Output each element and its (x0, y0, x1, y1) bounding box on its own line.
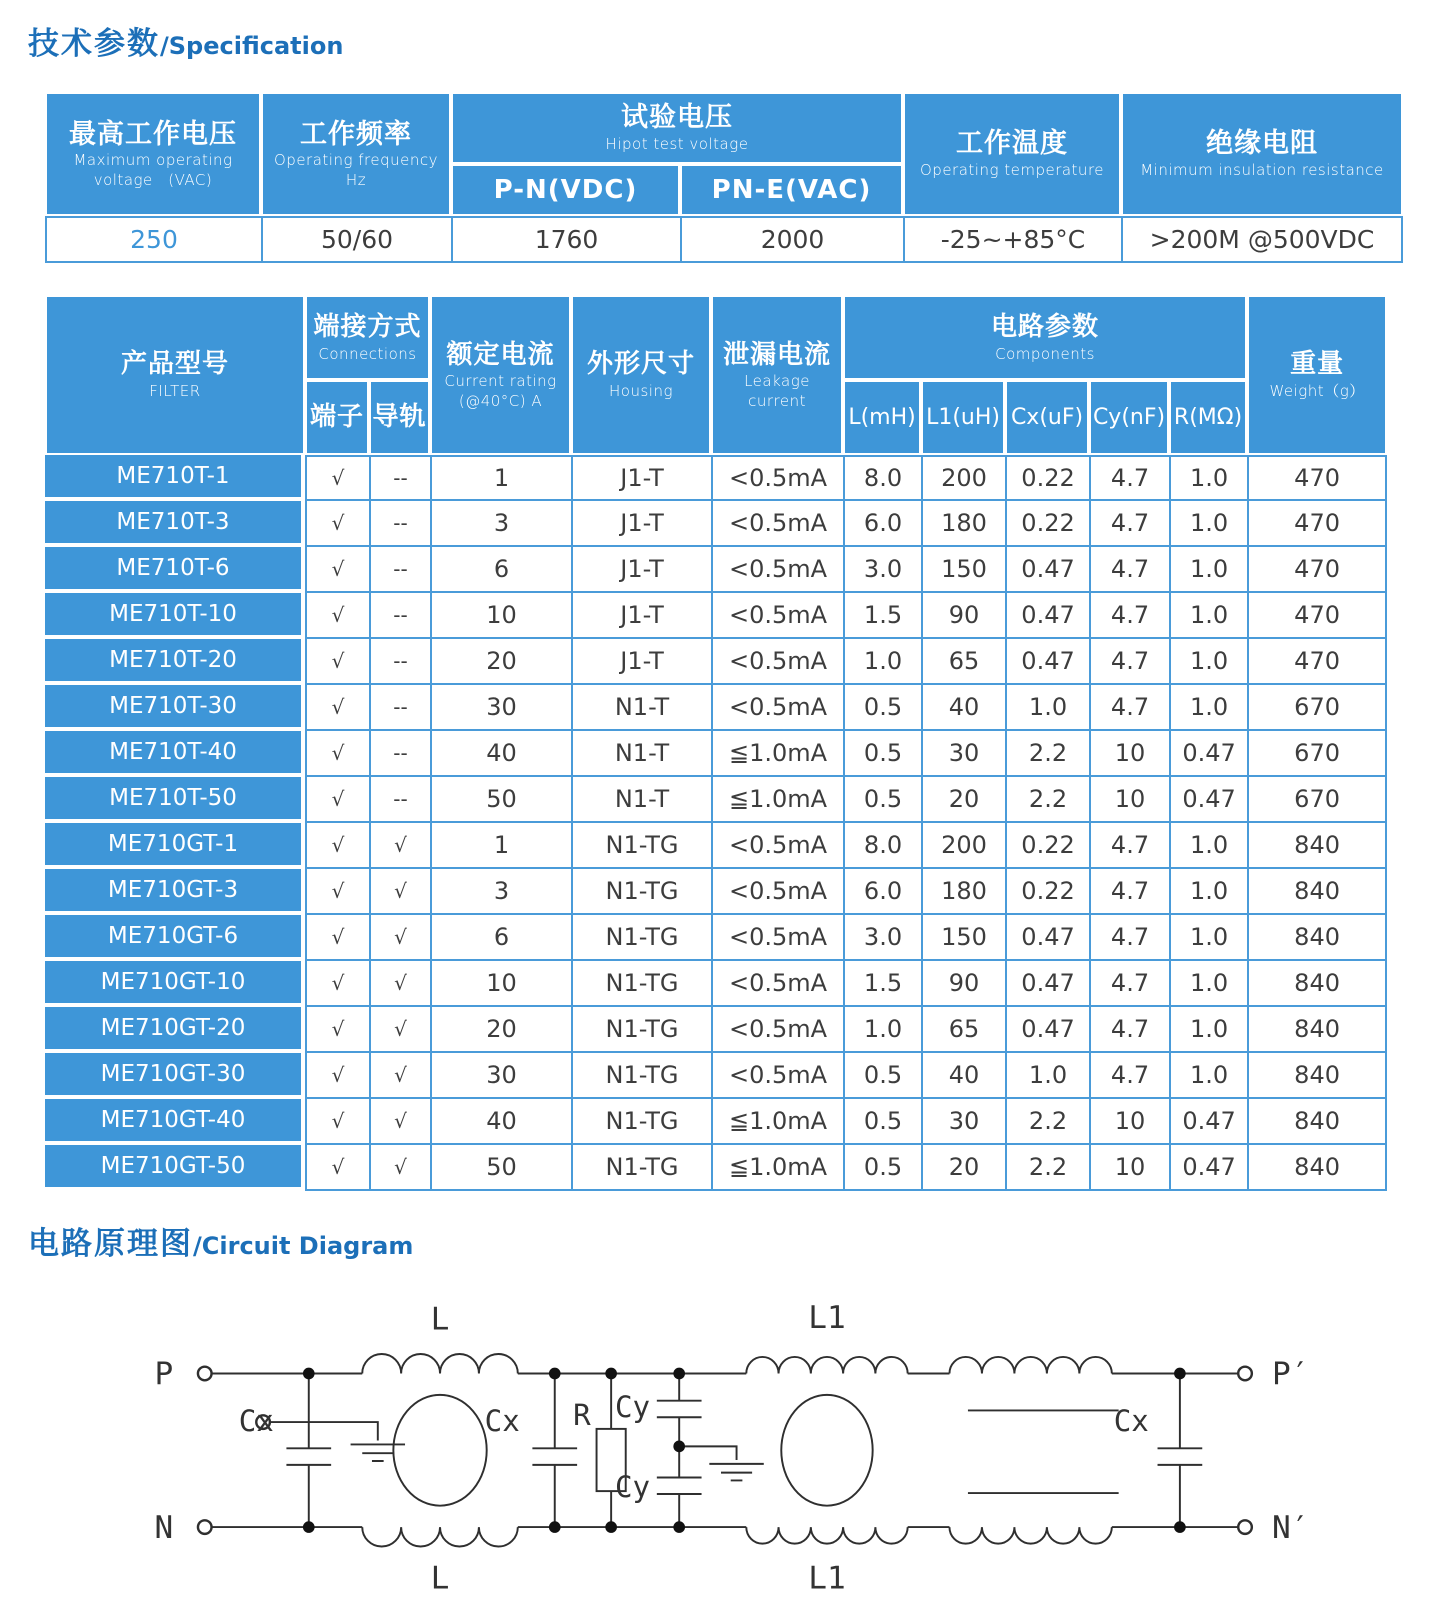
value-cell: N1-TG (571, 823, 711, 869)
value-cell: 670 (1247, 731, 1387, 777)
connection-mark-cell: √ (369, 823, 430, 869)
value-cell: 0.47 (1005, 593, 1089, 639)
value-cell: 1.0 (1169, 547, 1247, 593)
value-cell: <0.5mA (711, 455, 843, 501)
header-filter-zh: 产品型号 (120, 349, 229, 380)
value-cell: 150 (921, 915, 1005, 961)
value-cell: 4.7 (1089, 1053, 1169, 1099)
value-cell: 0.5 (843, 731, 921, 777)
label-n-out: N′ (1271, 1509, 1310, 1546)
value-cell: 20 (430, 1007, 571, 1053)
header-leakage-en: Leakage current (744, 372, 810, 410)
value-cell: <0.5mA (711, 547, 843, 593)
value-cell: 3.0 (843, 547, 921, 593)
value-cell: ≦1.0mA (711, 777, 843, 823)
value-cell: 840 (1247, 915, 1387, 961)
value-cell: 0.5 (843, 1145, 921, 1191)
value-cell: 90 (921, 961, 1005, 1007)
value-cell: 1.0 (1169, 869, 1247, 915)
value-cell: 470 (1247, 547, 1387, 593)
value-cell: N1-TG (571, 1099, 711, 1145)
header-max-voltage-en1: Maximum operating (73, 151, 233, 170)
earth-terminal (256, 1415, 405, 1461)
value-cell: 20 (921, 777, 1005, 823)
model-cell: ME710GT-30 (45, 1053, 305, 1099)
label-l-top: L (430, 1301, 450, 1338)
value-cell: <0.5mA (711, 961, 843, 1007)
value-cell: 1.0 (1169, 1053, 1247, 1099)
value-cell: 470 (1247, 593, 1387, 639)
model-cell: ME710GT-20 (45, 1007, 305, 1053)
value-cell: 4.7 (1089, 685, 1169, 731)
value-cell: 4.7 (1089, 915, 1169, 961)
value-cell: 30 (430, 685, 571, 731)
table-row (45, 731, 1387, 777)
table-row (45, 685, 1387, 731)
value-cell: ≦1.0mA (711, 1145, 843, 1191)
header-frequency-en1: Operating frequency (274, 151, 438, 170)
header-hipot (451, 92, 903, 164)
connection-mark-cell: √ (369, 869, 430, 915)
header-housing-zh: 外形尺寸 (587, 349, 696, 380)
value-pne-vac: 2000 (680, 216, 903, 263)
value-cell: J1-T (571, 455, 711, 501)
header-connections-zh: 端接方式 (313, 311, 422, 342)
value-cell: 4.7 (1089, 547, 1169, 593)
connection-mark-cell: √ (369, 1145, 430, 1191)
label-l-bottom: L (430, 1560, 450, 1597)
connection-mark-cell: √ (305, 1145, 369, 1191)
connection-mark-cell: √ (369, 1053, 430, 1099)
header-leakage-zh: 泄漏电流 (723, 339, 832, 370)
header-housing (571, 295, 711, 455)
label-cx1: Cx (238, 1403, 274, 1438)
header-weight-en: Weight（g） (1269, 382, 1365, 401)
connection-mark-cell: √ (369, 1007, 430, 1053)
value-cell: 20 (921, 1145, 1005, 1191)
value-cell: 0.47 (1005, 639, 1089, 685)
header-components-zh: 电路参数 (991, 311, 1100, 342)
value-cell: 30 (921, 731, 1005, 777)
table-row (45, 869, 1387, 915)
value-cell: 200 (921, 823, 1005, 869)
model-cell: ME710T-40 (45, 731, 305, 777)
value-frequency: 50/60 (261, 216, 451, 263)
header-col-r: R(MΩ) (1169, 380, 1247, 455)
circuit-heading-en: /Circuit Diagram (193, 1232, 414, 1260)
connection-mark-cell: -- (369, 731, 430, 777)
value-cell: 30 (430, 1053, 571, 1099)
table-row (45, 501, 1387, 547)
coupled-inductor (949, 1357, 1118, 1544)
value-cell: 1.0 (1005, 1053, 1089, 1099)
header-insulation (1121, 92, 1403, 216)
connection-mark-cell: √ (305, 1053, 369, 1099)
connection-mark-cell: √ (305, 1007, 369, 1053)
header-hipot-en: Hipot test voltage (605, 135, 749, 154)
model-cell: ME710GT-6 (45, 915, 305, 961)
header-col-cx: Cx(uF) (1005, 380, 1089, 455)
value-cell: 10 (1089, 777, 1169, 823)
value-pn-vdc: 1760 (451, 216, 680, 263)
value-cell: 150 (921, 547, 1005, 593)
header-current-en2: (@40°C) A (458, 391, 543, 410)
specification-heading-en: /Specification (160, 32, 344, 60)
value-cell: 1.0 (1169, 1007, 1247, 1053)
header-pn-vdc: P-N(VDC) (451, 164, 680, 216)
value-cell: 10 (430, 593, 571, 639)
connection-mark-cell: -- (369, 547, 430, 593)
table-row (45, 639, 1387, 685)
model-cell: ME710T-1 (45, 455, 305, 501)
model-cell: ME710GT-10 (45, 961, 305, 1007)
table-row (45, 961, 1387, 1007)
model-cell: ME710GT-40 (45, 1099, 305, 1145)
product-table (45, 295, 1387, 1191)
header-components-en: Components (995, 344, 1095, 363)
circuit-diagram (0, 1250, 1442, 1600)
model-cell: ME710T-50 (45, 777, 305, 823)
value-cell: 6.0 (843, 869, 921, 915)
value-cell: N1-TG (571, 1007, 711, 1053)
value-cell: 4.7 (1089, 455, 1169, 501)
value-cell: 1.0 (843, 1007, 921, 1053)
header-weight (1247, 295, 1387, 455)
value-cell: 8.0 (843, 455, 921, 501)
value-cell: <0.5mA (711, 1053, 843, 1099)
value-cell: 1.0 (1169, 685, 1247, 731)
connection-mark-cell: √ (305, 731, 369, 777)
table-row (45, 1145, 1387, 1191)
value-cell: 3.0 (843, 915, 921, 961)
connection-mark-cell: √ (305, 593, 369, 639)
value-cell: 0.47 (1169, 777, 1247, 823)
value-cell: <0.5mA (711, 915, 843, 961)
value-cell: 1 (430, 455, 571, 501)
connection-mark-cell: -- (369, 501, 430, 547)
header-connections (305, 295, 430, 380)
value-cell: 840 (1247, 961, 1387, 1007)
model-cell: ME710T-30 (45, 685, 305, 731)
value-cell: 40 (921, 685, 1005, 731)
value-temperature: -25~+85°C (903, 216, 1121, 263)
value-cell: 470 (1247, 639, 1387, 685)
model-cell: ME710T-20 (45, 639, 305, 685)
value-cell: 670 (1247, 685, 1387, 731)
value-cell: J1-T (571, 501, 711, 547)
model-cell: ME710T-6 (45, 547, 305, 593)
value-cell: 0.5 (843, 1053, 921, 1099)
value-cell: 840 (1247, 1007, 1387, 1053)
connection-mark-cell: √ (369, 961, 430, 1007)
header-current (430, 295, 571, 455)
value-cell: <0.5mA (711, 1007, 843, 1053)
value-cell: 1.0 (1169, 915, 1247, 961)
connection-mark-cell: -- (369, 685, 430, 731)
value-cell: <0.5mA (711, 869, 843, 915)
value-cell: 1.5 (843, 593, 921, 639)
value-cell: 4.7 (1089, 869, 1169, 915)
value-cell: 4.7 (1089, 639, 1169, 685)
connection-mark-cell: √ (369, 915, 430, 961)
header-col-l1: L1(uH) (921, 380, 1005, 455)
table-row (45, 1007, 1387, 1053)
value-cell: 40 (921, 1053, 1005, 1099)
value-cell: 200 (921, 455, 1005, 501)
value-cell: J1-T (571, 547, 711, 593)
table-row (45, 547, 1387, 593)
label-cx3: Cx (1113, 1403, 1149, 1438)
value-cell: 1.0 (1005, 685, 1089, 731)
value-cell: 6 (430, 915, 571, 961)
value-cell: N1-TG (571, 869, 711, 915)
value-cell: 50 (430, 777, 571, 823)
connection-mark-cell: -- (369, 455, 430, 501)
connection-mark-cell: √ (305, 915, 369, 961)
value-cell: N1-TG (571, 1053, 711, 1099)
value-cell: 4.7 (1089, 1007, 1169, 1053)
table-row (45, 1099, 1387, 1145)
connection-mark-cell: -- (369, 593, 430, 639)
capacitor-cx1 (286, 1368, 331, 1533)
model-cell: ME710T-10 (45, 593, 305, 639)
value-cell: N1-T (571, 731, 711, 777)
connection-mark-cell: √ (305, 823, 369, 869)
value-cell: 1.0 (1169, 823, 1247, 869)
value-cell: 30 (921, 1099, 1005, 1145)
value-cell: ≦1.0mA (711, 1099, 843, 1145)
value-cell: 1 (430, 823, 571, 869)
value-cell: 0.47 (1005, 547, 1089, 593)
value-cell: 4.7 (1089, 501, 1169, 547)
label-cx2: Cx (484, 1403, 520, 1438)
label-l1-top: L1 (808, 1299, 846, 1336)
value-cell: J1-T (571, 593, 711, 639)
value-cell: 65 (921, 639, 1005, 685)
header-col-l: L(mH) (843, 380, 921, 455)
table-row (45, 915, 1387, 961)
connection-mark-cell: √ (305, 869, 369, 915)
value-cell: 0.5 (843, 685, 921, 731)
value-cell: 840 (1247, 869, 1387, 915)
value-cell: 0.47 (1169, 731, 1247, 777)
terminal-n-in (198, 1520, 212, 1534)
header-max-voltage-en2: voltage (VAC) (93, 170, 213, 189)
connection-mark-cell: √ (305, 501, 369, 547)
value-cell: 2.2 (1005, 1145, 1089, 1191)
value-cell: 1.0 (1169, 961, 1247, 1007)
header-temperature (903, 92, 1121, 216)
value-cell: 840 (1247, 1099, 1387, 1145)
value-cell: 840 (1247, 823, 1387, 869)
table-row (45, 823, 1387, 869)
value-cell: 0.47 (1005, 1007, 1089, 1053)
value-cell: 0.47 (1005, 915, 1089, 961)
connection-mark-cell: -- (369, 777, 430, 823)
value-cell: 10 (1089, 1145, 1169, 1191)
label-cy-bottom: Cy (614, 1469, 651, 1504)
value-cell: 0.22 (1005, 869, 1089, 915)
table-row (45, 1053, 1387, 1099)
value-cell: 40 (430, 731, 571, 777)
value-cell: 470 (1247, 455, 1387, 501)
label-p-in: P (154, 1356, 174, 1393)
choke-l (362, 1354, 518, 1547)
value-max-voltage: 250 (45, 216, 261, 263)
value-cell: N1-TG (571, 915, 711, 961)
value-cell: 0.22 (1005, 455, 1089, 501)
value-cell: 1.5 (843, 961, 921, 1007)
connection-mark-cell: √ (305, 1099, 369, 1145)
label-n-in: N (154, 1509, 174, 1546)
value-cell: 2.2 (1005, 731, 1089, 777)
value-cell: 6.0 (843, 501, 921, 547)
label-p-out: P′ (1271, 1356, 1310, 1393)
specification-heading (28, 18, 343, 63)
value-cell: 10 (1089, 1099, 1169, 1145)
value-cell: 4.7 (1089, 823, 1169, 869)
wires (212, 1373, 1239, 1527)
choke-l1 (746, 1357, 907, 1544)
capacitor-cy-pair (657, 1368, 764, 1533)
specification-heading-zh: 技术参数 (28, 26, 160, 62)
value-cell: 840 (1247, 1145, 1387, 1191)
header-frequency-zh: 工作频率 (300, 118, 412, 150)
header-frequency (261, 92, 451, 216)
value-cell: 10 (430, 961, 571, 1007)
header-connections-en: Connections (318, 344, 417, 363)
connection-mark-cell: √ (305, 685, 369, 731)
value-cell: 470 (1247, 501, 1387, 547)
header-hipot-zh: 试验电压 (621, 102, 733, 134)
value-cell: <0.5mA (711, 685, 843, 731)
value-cell: 0.5 (843, 777, 921, 823)
header-housing-en: Housing (609, 382, 673, 401)
value-cell: 1.0 (843, 639, 921, 685)
table-row (45, 593, 1387, 639)
connection-mark-cell: √ (305, 547, 369, 593)
capacitor-cx2 (532, 1368, 577, 1533)
value-cell: 1.0 (1169, 501, 1247, 547)
value-cell: 20 (430, 639, 571, 685)
value-cell: 180 (921, 869, 1005, 915)
header-filter-en: FILTER (149, 382, 201, 401)
value-cell: <0.5mA (711, 593, 843, 639)
value-cell: 40 (430, 1099, 571, 1145)
model-cell: ME710GT-3 (45, 869, 305, 915)
value-insulation: >200M @500VDC (1121, 216, 1403, 263)
label-l1-bottom: L1 (808, 1560, 846, 1597)
value-cell: 670 (1247, 777, 1387, 823)
header-current-zh: 额定电流 (446, 339, 555, 370)
value-cell: 180 (921, 501, 1005, 547)
value-cell: 8.0 (843, 823, 921, 869)
header-max-voltage-zh: 最高工作电压 (69, 118, 237, 150)
connection-mark-cell: √ (305, 639, 369, 685)
value-cell: 90 (921, 593, 1005, 639)
circuit-heading-zh: 电路原理图 (28, 1226, 193, 1262)
value-cell: 0.22 (1005, 501, 1089, 547)
value-cell: <0.5mA (711, 639, 843, 685)
value-cell: 4.7 (1089, 961, 1169, 1007)
header-insulation-zh: 绝缘电阻 (1206, 128, 1318, 160)
label-r: R (573, 1398, 591, 1432)
header-leakage (711, 295, 843, 455)
header-col-cy: Cy(nF) (1089, 380, 1169, 455)
spec-values-row (45, 216, 1403, 263)
header-weight-zh: 重量 (1290, 349, 1345, 380)
label-cy-top: Cy (614, 1390, 651, 1425)
value-cell: 3 (430, 501, 571, 547)
value-cell: 50 (430, 1145, 571, 1191)
connection-mark-cell: √ (305, 961, 369, 1007)
value-cell: 840 (1247, 1053, 1387, 1099)
value-cell: J1-T (571, 639, 711, 685)
header-filter (45, 295, 305, 455)
value-cell: 4.7 (1089, 593, 1169, 639)
value-cell: N1-TG (571, 1145, 711, 1191)
header-temperature-en: Operating temperature (919, 161, 1105, 180)
value-cell: ≦1.0mA (711, 731, 843, 777)
value-cell: N1-T (571, 777, 711, 823)
terminal-n-out (1238, 1520, 1252, 1534)
value-cell: 3 (430, 869, 571, 915)
value-cell: 1.0 (1169, 455, 1247, 501)
value-cell: 0.5 (843, 1099, 921, 1145)
header-max-voltage (45, 92, 261, 216)
model-cell: ME710GT-50 (45, 1145, 305, 1191)
capacitor-cx3 (1158, 1368, 1203, 1533)
spec-table (45, 92, 1403, 263)
header-frequency-en2: Hz (345, 170, 367, 189)
table-row (45, 777, 1387, 823)
model-cell: ME710GT-1 (45, 823, 305, 869)
value-cell: 1.0 (1169, 639, 1247, 685)
connection-mark-cell: √ (305, 455, 369, 501)
header-terminal: 端子 (305, 380, 369, 455)
model-cell: ME710T-3 (45, 501, 305, 547)
value-cell: 2.2 (1005, 1099, 1089, 1145)
connection-mark-cell: √ (305, 777, 369, 823)
product-table-body (45, 455, 1387, 1191)
value-cell: N1-TG (571, 961, 711, 1007)
value-cell: 0.47 (1005, 961, 1089, 1007)
connection-mark-cell: √ (369, 1099, 430, 1145)
value-cell: 0.47 (1169, 1099, 1247, 1145)
terminal-p-out (1238, 1367, 1252, 1381)
value-cell: 65 (921, 1007, 1005, 1053)
value-cell: 10 (1089, 731, 1169, 777)
header-insulation-en: Minimum insulation resistance (1140, 161, 1384, 180)
value-cell: <0.5mA (711, 501, 843, 547)
value-cell: 0.22 (1005, 823, 1089, 869)
connection-mark-cell: -- (369, 639, 430, 685)
header-current-en1: Current rating (444, 372, 557, 391)
header-temperature-zh: 工作温度 (956, 128, 1068, 160)
value-cell: N1-T (571, 685, 711, 731)
terminal-p-in (198, 1367, 212, 1381)
value-cell: 1.0 (1169, 593, 1247, 639)
header-components (843, 295, 1247, 380)
value-cell: 2.2 (1005, 777, 1089, 823)
table-row (45, 455, 1387, 501)
value-cell: 6 (430, 547, 571, 593)
header-rail: 导轨 (369, 380, 430, 455)
header-pne-vac: PN-E(VAC) (680, 164, 903, 216)
value-cell: 0.47 (1169, 1145, 1247, 1191)
value-cell: <0.5mA (711, 823, 843, 869)
